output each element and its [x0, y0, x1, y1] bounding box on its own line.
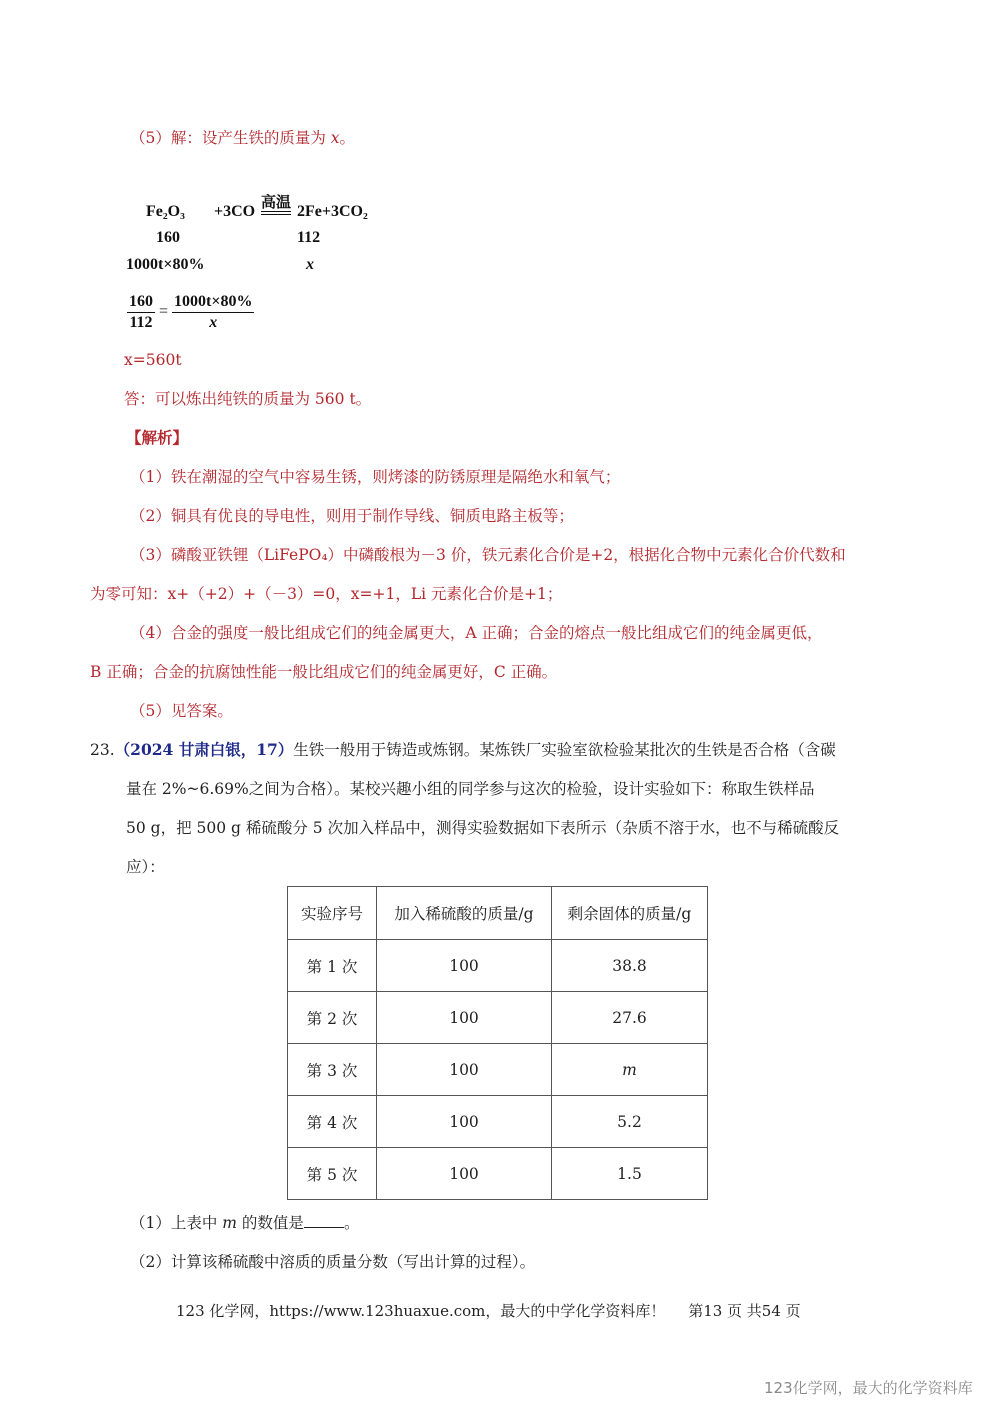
fraction-denominator: 112	[129, 314, 153, 331]
proportion-right-fraction	[172, 293, 254, 332]
sub-question-1-end: 。	[343, 1214, 360, 1232]
table-cell: 第 2 次	[288, 992, 377, 1044]
analysis-item-5: （5）见答案。	[130, 702, 233, 720]
watermark: 123化学网，最大的化学资料库	[764, 1379, 973, 1397]
analysis-item-2: （2）铜具有优良的导电性，则用于制作导线、铜质电路主板等；	[130, 507, 574, 525]
fraction-numerator: 1000t×80%	[172, 293, 254, 313]
proportion	[127, 293, 254, 332]
table-cell: 100	[377, 1096, 552, 1148]
table-header: 实验序号	[288, 887, 377, 940]
table-cell: 27.6	[552, 992, 708, 1044]
table-row	[288, 1148, 708, 1200]
mass-ratio-right: 112	[297, 229, 321, 246]
analysis-heading: 【解析】	[126, 428, 189, 447]
table-cell: 100	[377, 992, 552, 1044]
sub-question-2: （2）计算该稀硫酸中溶质的质量分数（写出计算的过程）。	[130, 1253, 536, 1271]
question-number: 23.	[90, 741, 115, 759]
given-right: x	[306, 256, 314, 273]
proportion-left-fraction	[127, 293, 155, 332]
table-cell: 第 4 次	[288, 1096, 377, 1148]
question-23-line-1	[90, 740, 836, 760]
table-cell: 第 5 次	[288, 1148, 377, 1200]
table-header: 加入稀硫酸的质量/g	[377, 887, 552, 940]
solution-intro	[130, 128, 355, 148]
reaction-condition: 高温	[261, 195, 292, 211]
analysis-item-4: （4）合金的强度一般比组成它们的纯金属更大，A 正确；合金的熔点一般比组成它们的纯金属更低，	[130, 624, 823, 642]
table-cell: 100	[377, 1148, 552, 1200]
table-cell: m	[552, 1044, 708, 1096]
table-cell: 5.2	[552, 1096, 708, 1148]
equation-reactant2: +3CO	[214, 203, 256, 220]
solution-variable: x	[330, 129, 340, 147]
analysis-item-4-cont: B 正确；合金的抗腐蚀性能一般比组成它们的纯金属更好，C 正确。	[90, 663, 558, 681]
page-number: 第13 页 共54 页	[688, 1302, 801, 1320]
table-cell: 第 1 次	[288, 940, 377, 992]
equation-products: 2Fe+3CO₂	[297, 203, 368, 220]
equals-double-line	[261, 211, 291, 215]
footer-text: 123 化学网，https://www.123huaxue.com，最大的中学化学资料库！	[176, 1302, 666, 1320]
experiment-table	[287, 886, 708, 1200]
table-cell: 100	[377, 1044, 552, 1096]
table-cell: 100	[377, 940, 552, 992]
solution-answer: 答：可以炼出纯铁的质量为 560 t。	[124, 390, 372, 408]
sub-question-1-suffix: 的数值是	[237, 1214, 304, 1232]
question-text: 生铁一般用于铸造或炼钢。某炼铁厂实验室欲检验某批次的生铁是否合格（含碳	[293, 741, 836, 759]
answer-blank[interactable]	[304, 1213, 344, 1228]
analysis-item-3-cont: 为零可知：x+（+2）+（－3）=0，x=+1，Li 元素化合价是+1；	[90, 585, 563, 603]
sub-question-1	[130, 1213, 359, 1233]
question-23-line-3: 50 g，把 500 g 稀硫酸分 5 次加入样品中，测得实验数据如下表所示（杂质不溶于水，也不与稀硫酸反	[126, 819, 840, 837]
equals-sign: =	[159, 303, 169, 321]
analysis-item-1: （1）铁在潮湿的空气中容易生锈，则烤漆的防锈原理是隔绝水和氧气；	[130, 468, 621, 486]
equation-reactant1: Fe₂O₃	[146, 203, 185, 220]
fraction-denominator: x	[209, 314, 218, 331]
table-header: 剩余固体的质量/g	[552, 887, 708, 940]
table-row	[288, 940, 708, 992]
table-row	[288, 992, 708, 1044]
table-row	[288, 1096, 708, 1148]
page-footer	[176, 1300, 801, 1321]
analysis-item-3: （3）磷酸亚铁锂（LiFePO₄）中磷酸根为－3 价，铁元素化合价是+2，根据化合物中元素化合价代数和	[130, 546, 846, 564]
solution-intro-end: 。	[339, 129, 356, 147]
equation-condition	[261, 194, 291, 215]
table-row	[288, 1044, 708, 1096]
given-left: 1000t×80%	[126, 256, 205, 273]
question-source: （2024 甘肃白银，17）	[114, 740, 294, 759]
solution-result: x=560t	[124, 351, 182, 369]
sub-question-1-prefix: （1）上表中	[130, 1214, 223, 1232]
question-23-line-4: 应）：	[126, 858, 165, 876]
question-23-line-2: 量在 2%~6.69%之间为合格）。某校兴趣小组的同学参与这次的检验，设计实验如下：称取生铁样品	[126, 780, 815, 798]
table-cell: 1.5	[552, 1148, 708, 1200]
table-header-row	[288, 887, 708, 940]
fraction-numerator: 160	[127, 293, 155, 313]
mass-ratio-left: 160	[156, 229, 180, 246]
table-cell: 38.8	[552, 940, 708, 992]
solution-intro-text: （5）解：设产生铁的质量为	[130, 129, 331, 147]
table-cell: 第 3 次	[288, 1044, 377, 1096]
sub-question-1-variable: m	[222, 1214, 237, 1232]
